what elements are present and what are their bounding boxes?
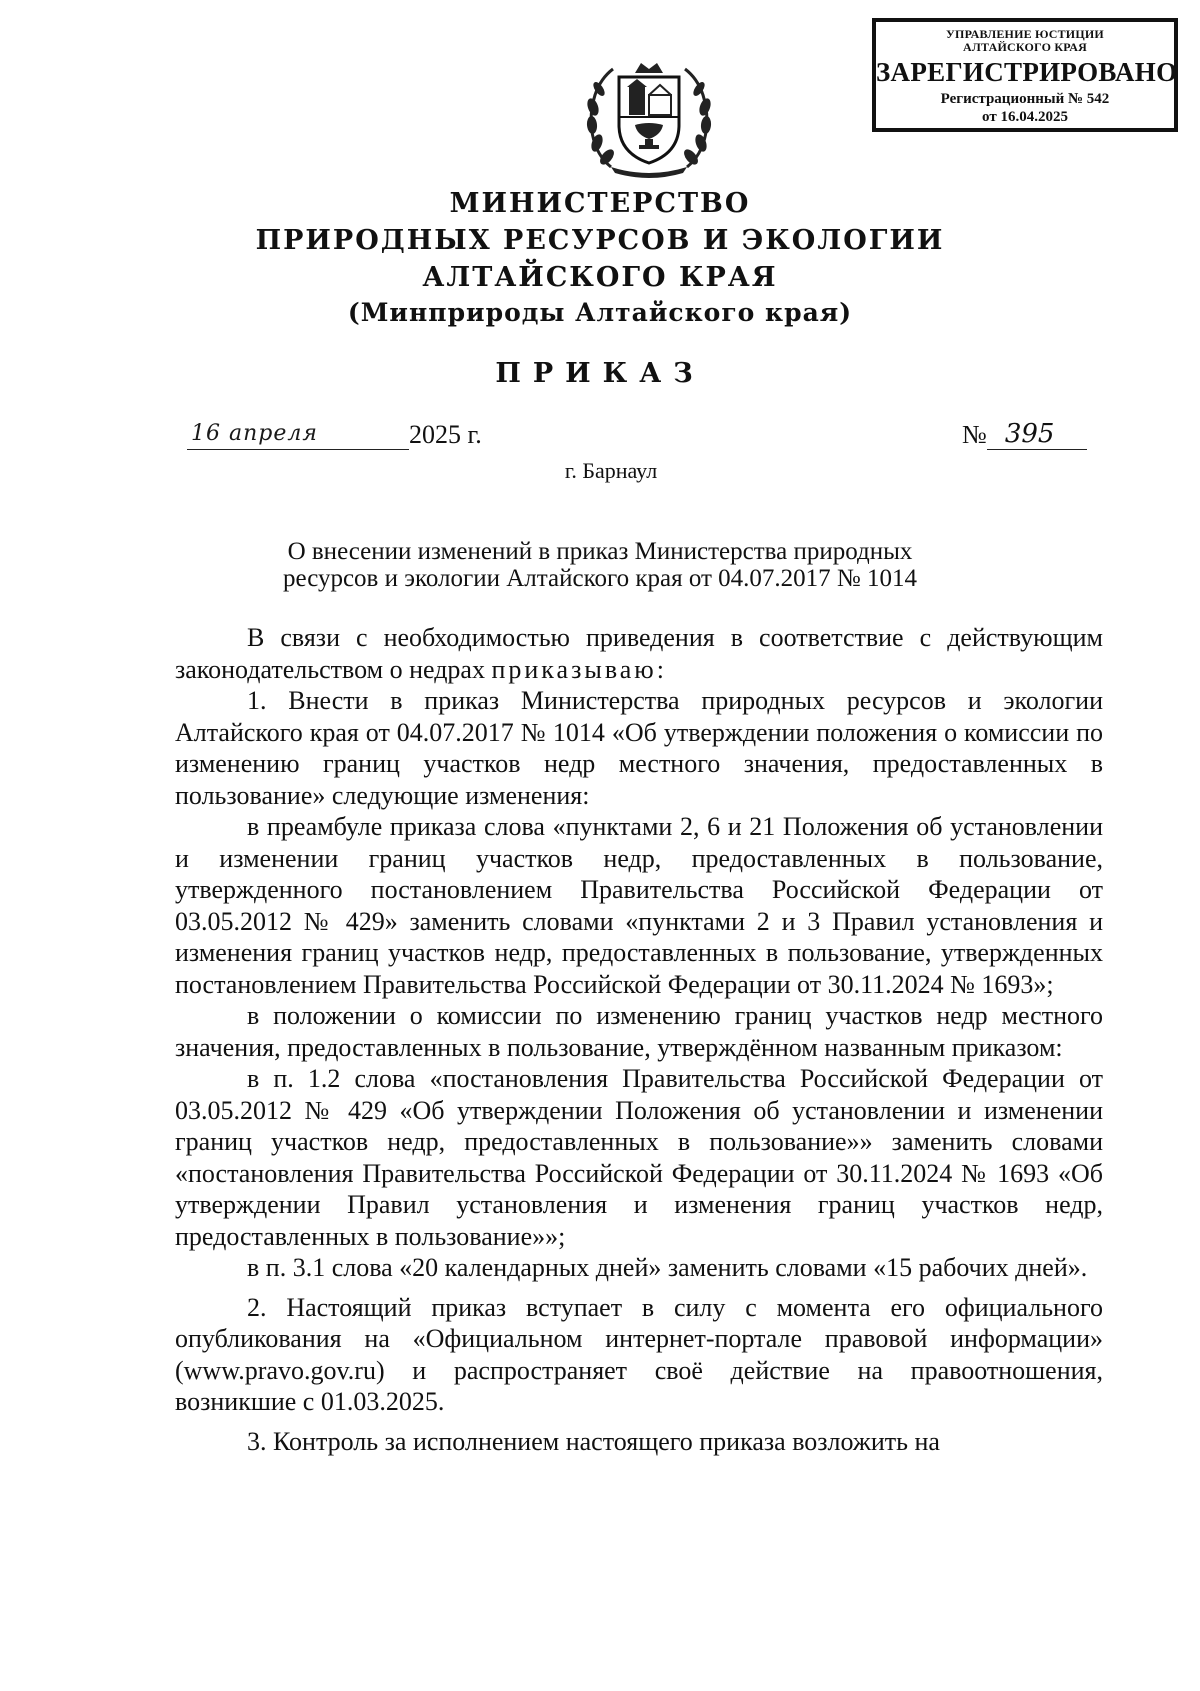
order-number — [962, 420, 1087, 460]
paragraph-item-2: 2. Настоящий приказ вступает в силу с момента его официального опубликования на «Официальном интернет-портале правовой информации» (www.pravo.gov.ru) и распространяет своё действие на правоотношения, возникшие с 01.03.2025. — [175, 1292, 1103, 1416]
handwritten-date: 16 апреля — [187, 420, 409, 450]
ministry-line2: ПРИРОДНЫХ РЕСУРСОВ И ЭКОЛОГИИ — [255, 225, 945, 256]
preamble-order-word: приказываю — [491, 654, 657, 684]
coat-of-arms-icon — [583, 55, 715, 179]
order-date — [187, 420, 482, 460]
city: г. Барнаул — [564, 458, 658, 483]
paragraph-item-3-1: в п. 3.1 слова «20 календарных дней» заменить словами «15 рабочих дней». — [247, 1253, 1088, 1282]
ministry-short-name: (Минприроды Алтайского края) — [347, 298, 853, 327]
paragraph-item-1-2: в п. 1.2 слова «постановления Правительства Российской Федерации от 03.05.2012 № 429 «Об утверждении Положения об установлении и изменении границ участков недр, предоставленных в пользование»» заменить словами «постановления Правительства Российской Федерации от 30.11.2024 № 1693 «Об утверждении Правил установления и изменения границ участков недр, предоставленных в пользование»»; — [175, 1064, 1103, 1251]
document-type: ПРИКАЗ — [495, 358, 705, 389]
number-sign: № — [962, 420, 987, 449]
handwritten-number: 395 — [987, 420, 1087, 450]
stamp-org-line1: УПРАВЛЕНИЕ ЮСТИЦИИ — [946, 27, 1104, 41]
order-title — [0, 538, 1200, 592]
stamp-reg-number: Регистрационный № 542 — [940, 91, 1110, 107]
registration-stamp — [872, 18, 1178, 132]
stamp-status: ЗАРЕГИСТРИРОВАНО — [876, 57, 1178, 87]
paragraph-item-1: 1. Внести в приказ Министерства природных ресурсов и экологии Алтайского края от 04.07.2017 № 1014 «Об утверждении положения о комиссии по изменению границ участков недр местного значения, предоставленных в пользование» следующие изменения: — [175, 686, 1103, 810]
ministry-line1: МИНИСТЕРСТВО — [449, 188, 751, 219]
ministry-line3: АЛТАЙСКОГО КРАЯ — [422, 262, 778, 293]
preamble-colon: : — [656, 654, 664, 684]
paragraph-preamble-change: в преамбуле приказа слова «пунктами 2, 6 и 21 Положения об установлении и изменении границ участков недр, предоставленных в пользование, утвержденного постановлением Правительства Российской Федерации от 03.05.2012 № 429» заменить словами «пунктами 2 и 3 Правил установления и изменения границ участков недр, предоставленных в пользование, утвержденных постановлением Правительства Российской Федерации от 30.11.2024 № 1693»; — [175, 812, 1103, 999]
stamp-reg-date: от 16.04.2025 — [982, 109, 1068, 125]
stamp-org-line2: АЛТАЙСКОГО КРАЯ — [963, 40, 1087, 54]
paragraph-preamble — [175, 622, 1103, 685]
preamble-text: В связи с необходимостью приведения в соответствие с действующим законодательством о недрах — [175, 623, 1103, 684]
title-line1: О внесении изменений в приказ Министерства природных — [287, 538, 913, 565]
paragraph-regulation-change: в положении о комиссии по изменению границ участков недр местного значения, предоставленных в пользование, утверждённом названным приказом: — [175, 1001, 1103, 1062]
title-line2: ресурсов и экологии Алтайского края от 04.07.2017 № 1014 — [282, 565, 918, 592]
order-year: 2025 г. — [409, 420, 482, 449]
paragraph-item-3: 3. Контроль за исполнением настоящего приказа возложить на — [247, 1426, 940, 1456]
order-body — [175, 622, 1103, 1457]
